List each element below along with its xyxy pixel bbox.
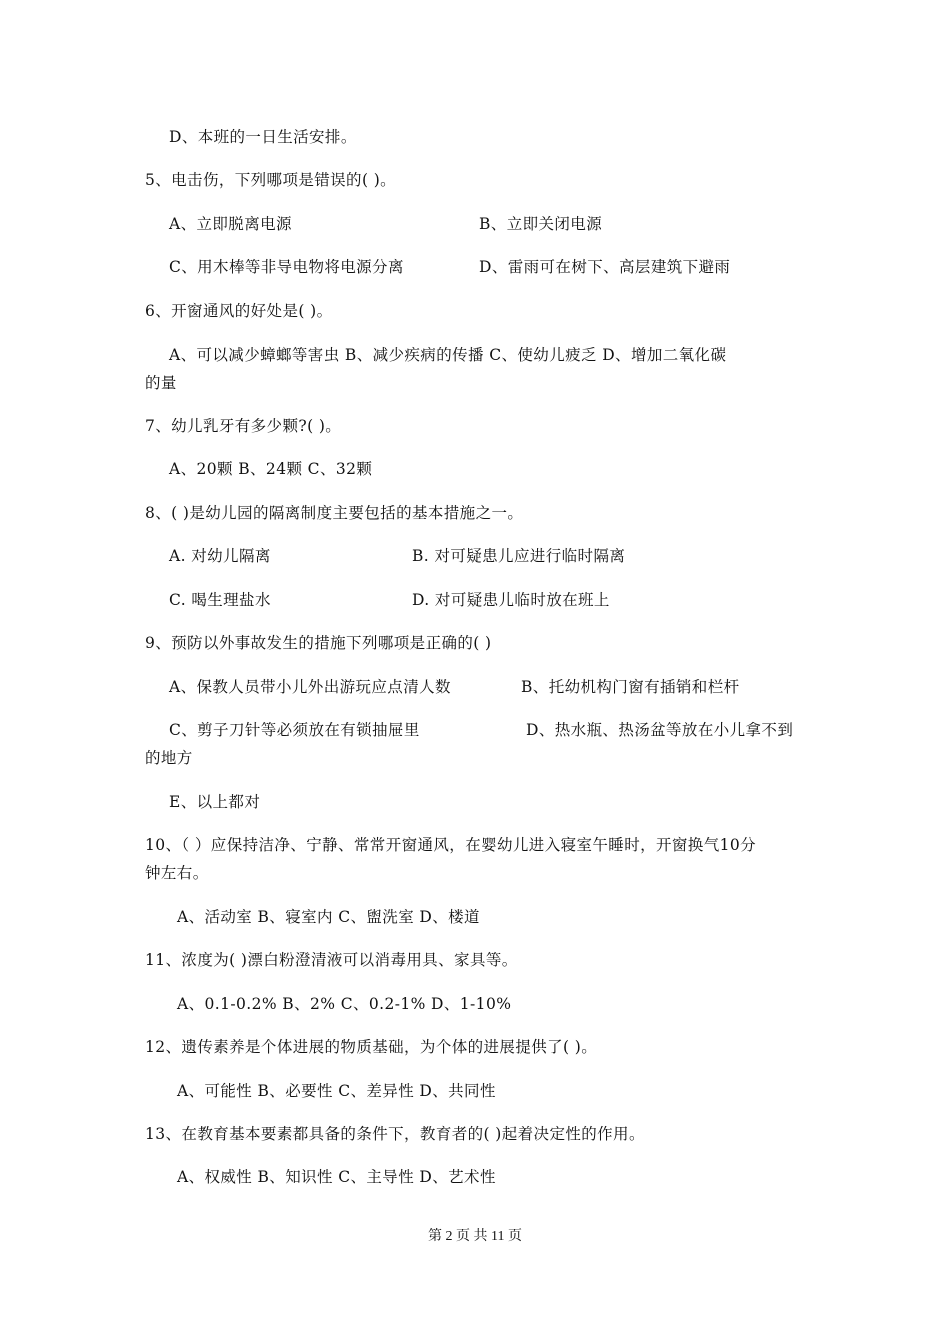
page-number-footer: 第 2 页 共 11 页 [428,1229,522,1244]
q8-option-b: B. 对可疑患儿应进行临时隔离 [412,547,626,565]
q12-options: A、可能性 B、必要性 C、差异性 D、共同性 [177,1082,496,1100]
q9-option-a: A、保教人员带小儿外出游玩应点清人数 [169,678,451,696]
q12-stem: 12、遗传素养是个体进展的物质基础，为个体的进展提供了( )。 [145,1038,598,1056]
q4-option-d: D、本班的一日生活安排。 [169,128,357,146]
q6-options: A、可以减少蟑螂等害虫 B、减少疾病的传播 C、使幼儿疲乏 D、增加二氧化碳 [169,346,727,364]
q9-option-d: D、热水瓶、热汤盆等放在小儿拿不到 [526,721,794,739]
q9-option-d-continued: 的地方 [145,749,193,767]
q7-options: A、20颗 B、24颗 C、32颗 [169,460,373,478]
q7-stem: 7、幼儿乳牙有多少颗?( )。 [145,417,342,435]
q8-option-d: D. 对可疑患儿临时放在班上 [412,591,610,609]
q10-stem-continued: 钟左右。 [145,864,209,882]
q9-option-b: B、托幼机构门窗有插销和栏杆 [521,678,740,696]
q10-options: A、活动室 B、寝室内 C、盥洗室 D、楼道 [177,908,480,926]
q9-option-c: C、剪子刀针等必须放在有锁抽屉里 [169,721,420,739]
q5-option-d: D、雷雨可在树下、高层建筑下避雨 [479,258,731,276]
q5-option-a: A、立即脱离电源 [169,215,292,233]
q9-stem: 9、预防以外事故发生的措施下列哪项是正确的( ) [145,634,492,652]
q11-options: A、0.1-0.2% B、2% C、0.2-1% D、1-10% [177,995,512,1013]
q11-stem: 11、浓度为( )漂白粉澄清液可以消毒用具、家具等。 [145,951,518,969]
q5-option-c: C、用木棒等非导电物将电源分离 [169,258,404,276]
q5-option-b: B、立即关闭电源 [479,215,603,233]
q8-option-a: A. 对幼儿隔离 [169,547,271,565]
q9-option-e: E、以上都对 [169,793,261,811]
q13-options: A、权威性 B、知识性 C、主导性 D、艺术性 [177,1168,496,1186]
q6-options-continued: 的量 [145,374,177,392]
q13-stem: 13、在教育基本要素都具备的条件下，教育者的( )起着决定性的作用。 [145,1125,645,1143]
q8-stem: 8、( )是幼儿园的隔离制度主要包括的基本措施之一。 [145,504,524,522]
q5-stem: 5、电击伤，下列哪项是错误的( )。 [145,171,397,189]
q6-stem: 6、开窗通风的好处是( )。 [145,302,333,320]
q8-option-c: C. 喝生理盐水 [169,591,271,609]
q10-stem: 10、（ ）应保持洁净、宁静、常常开窗通风，在婴幼儿进入寝室午睡时，开窗换气10分 [145,836,757,854]
